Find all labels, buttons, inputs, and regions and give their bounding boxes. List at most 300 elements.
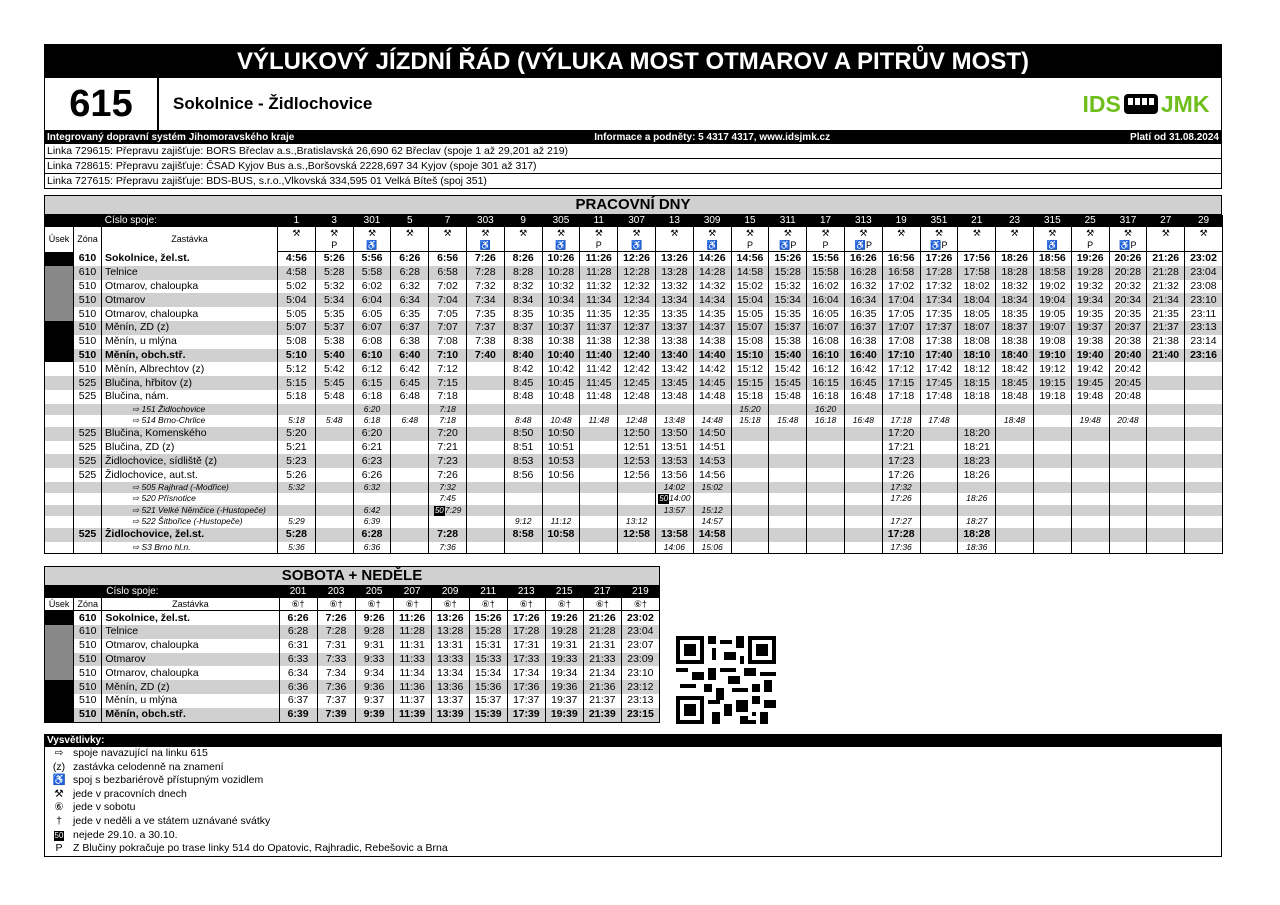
departure-time: [655, 404, 693, 416]
weekday-stop-row: [45, 441, 1223, 455]
stop-name: Sokolnice, žel.st.: [102, 611, 279, 625]
legend-key: (z): [52, 760, 66, 773]
departure-time: 18:48: [996, 390, 1034, 404]
departure-time: [1109, 516, 1147, 528]
usek-marker: [45, 516, 74, 528]
departure-time: 7:34: [466, 293, 504, 307]
departure-time: [958, 505, 996, 517]
departure-time: 5:26: [278, 468, 316, 482]
departure-time: 23:15: [621, 708, 659, 722]
departure-time: [731, 482, 769, 494]
departure-time: 14:42: [693, 362, 731, 376]
departure-time: 17:26: [507, 611, 545, 625]
stop-name: Židlochovice, sídliště (z): [102, 454, 278, 468]
zone: 510: [74, 335, 102, 349]
legend-key: P: [55, 842, 63, 855]
departure-time: 6:32: [353, 482, 391, 494]
usek-marker: [45, 307, 74, 321]
departure-time: 5:28: [315, 266, 353, 280]
departure-time: 14:26: [693, 252, 731, 266]
departure-time: 9:36: [355, 680, 393, 694]
departure-time: 13:31: [431, 639, 469, 653]
trip-symbol: ♿P: [769, 239, 807, 252]
trip-symbol: ♿P: [920, 239, 958, 252]
departure-time: 5:58: [353, 266, 391, 280]
departure-time: 14:56: [693, 468, 731, 482]
departure-time: 6:33: [279, 653, 317, 667]
departure-time: 507:29: [429, 505, 467, 517]
departure-time: 15:26: [769, 252, 807, 266]
trip-symbol: ⑥†: [469, 598, 507, 611]
qr-code[interactable]: [676, 636, 776, 724]
col-zona-label: Zóna: [74, 227, 102, 252]
departure-time: [1147, 493, 1185, 505]
trip-symbol: ⚒: [429, 227, 467, 239]
departure-time: 15:26: [469, 611, 507, 625]
stop-name: Měnín, obch.stř.: [102, 349, 278, 363]
legend-text: zastávka celodenně na znamení: [73, 760, 224, 773]
departure-time: [996, 482, 1034, 494]
zone: 510: [74, 280, 102, 294]
departure-time: [391, 505, 429, 517]
zone: [74, 404, 102, 416]
departure-time: 14:48: [693, 390, 731, 404]
valid-from: Platí od 31.08.2024: [1130, 132, 1219, 143]
departure-time: [278, 505, 316, 517]
departure-time: 6:39: [353, 516, 391, 528]
usek-marker: [45, 454, 74, 468]
stop-name: Otmarov: [102, 293, 278, 307]
header-spacer: [45, 215, 102, 227]
departure-time: 17:12: [882, 362, 920, 376]
departure-time: 5:40: [315, 349, 353, 363]
usek-marker: [45, 611, 74, 625]
departure-time: [1071, 427, 1109, 441]
departure-time: 5:23: [278, 454, 316, 468]
departure-time: 19:39: [545, 708, 583, 722]
departure-time: [466, 493, 504, 505]
departure-time: 5:12: [278, 362, 316, 376]
departure-time: 16:05: [807, 307, 845, 321]
departure-time: 19:31: [545, 639, 583, 653]
departure-time: 17:31: [507, 639, 545, 653]
departure-time: 7:32: [429, 482, 467, 494]
departure-time: 18:58: [1033, 266, 1071, 280]
weekend-header-row: [45, 586, 660, 598]
departure-time: 6:48: [391, 390, 429, 404]
zone: 610: [74, 266, 102, 280]
departure-time: [844, 516, 882, 528]
departure-time: 17:07: [882, 321, 920, 335]
departure-time: [1071, 528, 1109, 542]
departure-time: [1185, 542, 1223, 554]
departure-time: 15:05: [731, 307, 769, 321]
departure-time: 11:34: [393, 666, 431, 680]
info-contact: Informace a podněty: 5 4317 4317, www.idsjmk.cz: [594, 132, 831, 143]
departure-time: 13:37: [655, 321, 693, 335]
departure-time: 19:02: [1033, 280, 1071, 294]
weekday-stop-row: [45, 376, 1223, 390]
departure-time: 7:45: [429, 493, 467, 505]
departure-time: 21:28: [583, 625, 621, 639]
weekday-stop-row: [45, 493, 1223, 505]
departure-time: [1109, 528, 1147, 542]
usek-marker: [45, 427, 74, 441]
departure-time: 12:51: [618, 441, 656, 455]
legend-item: [45, 842, 1221, 856]
departure-time: [278, 493, 316, 505]
departure-time: [429, 516, 467, 528]
departure-time: 16:58: [882, 266, 920, 280]
departure-time: 7:18: [429, 390, 467, 404]
departure-time: 10:42: [542, 362, 580, 376]
departure-time: 20:34: [1109, 293, 1147, 307]
trip-number: 313: [844, 215, 882, 227]
departure-time: 15:02: [693, 482, 731, 494]
usek-marker: [45, 441, 74, 455]
departure-time: 21:34: [1147, 293, 1185, 307]
departure-time: 7:36: [317, 680, 355, 694]
departure-time: 13:56: [655, 468, 693, 482]
departure-time: [655, 516, 693, 528]
trip-symbol: [391, 239, 429, 252]
legend-item: [45, 788, 1221, 802]
departure-time: 10:26: [542, 252, 580, 266]
departure-time: 15:12: [731, 362, 769, 376]
departure-time: [920, 505, 958, 517]
departure-time: 7:23: [429, 454, 467, 468]
trip-symbol: ♿: [542, 239, 580, 252]
departure-time: 10:51: [542, 441, 580, 455]
departure-time: [391, 404, 429, 416]
departure-time: [882, 404, 920, 416]
departure-time: 14:50: [693, 427, 731, 441]
departure-time: 6:10: [353, 349, 391, 363]
departure-time: 6:23: [353, 454, 391, 468]
departure-time: 13:33: [431, 653, 469, 667]
departure-time: 19:28: [1071, 266, 1109, 280]
departure-time: [996, 454, 1034, 468]
legend-text: spoje navazující na linku 615: [73, 747, 208, 759]
departure-time: 7:26: [466, 252, 504, 266]
usek-marker: [45, 280, 74, 294]
departure-time: [1071, 516, 1109, 528]
departure-time: [1185, 493, 1223, 505]
weekday-stop-row: [45, 505, 1223, 517]
departure-time: 19:34: [1071, 293, 1109, 307]
trip-symbol: ♿: [618, 239, 656, 252]
usek-marker: [45, 349, 74, 363]
departure-time: 11:40: [580, 349, 618, 363]
departure-time: 10:50: [542, 427, 580, 441]
usek-marker: [45, 293, 74, 307]
departure-time: 14:53: [693, 454, 731, 468]
departure-time: 23:14: [1185, 335, 1223, 349]
departure-time: 10:32: [542, 280, 580, 294]
departure-time: 17:28: [882, 528, 920, 542]
departure-time: [1033, 427, 1071, 441]
usek-marker: [45, 362, 74, 376]
departure-time: [1109, 493, 1147, 505]
departure-time: 13:28: [655, 266, 693, 280]
departure-time: [1109, 454, 1147, 468]
trip-symbol: ⚒: [996, 227, 1034, 239]
departure-time: 8:51: [504, 441, 542, 455]
departure-time: 19:04: [1033, 293, 1071, 307]
trip-symbol: [996, 239, 1034, 252]
trip-number: 7: [429, 215, 467, 227]
departure-time: 13:38: [655, 335, 693, 349]
departure-time: [1033, 493, 1071, 505]
usek-marker: [45, 252, 74, 266]
weekday-stop-row: [45, 349, 1223, 363]
departure-time: 7:33: [317, 653, 355, 667]
departure-time: [391, 542, 429, 554]
zone: 525: [74, 427, 102, 441]
usek-marker: [45, 680, 74, 694]
departure-time: [1147, 454, 1185, 468]
departure-time: 10:56: [542, 468, 580, 482]
departure-time: 6:26: [279, 611, 317, 625]
departure-time: 17:05: [882, 307, 920, 321]
departure-time: [1033, 441, 1071, 455]
departure-time: 19:05: [1033, 307, 1071, 321]
departure-time: [1033, 404, 1071, 416]
departure-time: [996, 427, 1034, 441]
trip-symbol: ⑥†: [355, 598, 393, 611]
col-stop-label: Zastávka: [102, 598, 279, 611]
departure-time: 8:26: [504, 252, 542, 266]
departure-time: 11:36: [393, 680, 431, 694]
departure-time: [958, 404, 996, 416]
trip-symbol: P: [1071, 239, 1109, 252]
departure-time: 13:34: [431, 666, 469, 680]
departure-time: [1147, 505, 1185, 517]
departure-time: 18:15: [958, 376, 996, 390]
departure-time: 16:56: [882, 252, 920, 266]
departure-time: 5:32: [315, 280, 353, 294]
zone: 525: [74, 390, 102, 404]
trip-number: 29: [1185, 215, 1223, 227]
weekday-stop-row: [45, 321, 1223, 335]
trip-number: 315: [1033, 215, 1071, 227]
departure-time: [466, 362, 504, 376]
departure-time: 11:32: [580, 280, 618, 294]
trip-number: 9: [504, 215, 542, 227]
stop-name: Měnín, ZD (z): [102, 321, 278, 335]
departure-time: [391, 454, 429, 468]
departure-time: [1071, 441, 1109, 455]
legend-item: [45, 774, 1221, 788]
departure-time: 6:20: [353, 404, 391, 416]
departure-time: [844, 454, 882, 468]
departure-time: 17:38: [920, 335, 958, 349]
departure-time: [1147, 516, 1185, 528]
trip-symbol: ⚒: [807, 227, 845, 239]
departure-time: 10:45: [542, 376, 580, 390]
departure-time: [920, 482, 958, 494]
usek-marker: [45, 542, 74, 554]
departure-time: 12:42: [618, 362, 656, 376]
info-left: Integrovaný dopravní systém Jihomoravského kraje: [47, 132, 295, 143]
usek-marker: [45, 468, 74, 482]
trip-number: 351: [920, 215, 958, 227]
departure-time: [807, 441, 845, 455]
departure-time: 18:23: [958, 454, 996, 468]
departure-time: 7:36: [429, 542, 467, 554]
departure-time: 6:26: [391, 252, 429, 266]
departure-time: [542, 542, 580, 554]
departure-time: [466, 468, 504, 482]
trip-symbol: ⑥†: [621, 598, 659, 611]
departure-time: 5:38: [315, 335, 353, 349]
departure-time: [769, 441, 807, 455]
departure-time: 5:08: [278, 335, 316, 349]
departure-time: 16:38: [844, 335, 882, 349]
legend-item: [45, 815, 1221, 829]
usek-marker: [45, 653, 74, 667]
departure-time: [807, 468, 845, 482]
departure-time: 19:36: [545, 680, 583, 694]
trip-symbol: ⑥†: [431, 598, 469, 611]
departure-time: 5:10: [278, 349, 316, 363]
departure-time: 17:26: [920, 252, 958, 266]
departure-time: 5:36: [278, 542, 316, 554]
departure-time: [731, 528, 769, 542]
departure-time: [315, 542, 353, 554]
departure-time: [920, 516, 958, 528]
departure-time: 23:12: [621, 680, 659, 694]
departure-time: 9:34: [355, 666, 393, 680]
trip-symbol: ⚒: [504, 227, 542, 239]
departure-time: 8:35: [504, 307, 542, 321]
departure-time: 14:51: [693, 441, 731, 455]
departure-time: [580, 493, 618, 505]
departure-time: 6:15: [353, 376, 391, 390]
route-name: Sokolnice - Židlochovice: [173, 94, 373, 113]
departure-time: [466, 528, 504, 542]
departure-time: 19:26: [545, 611, 583, 625]
stop-name: ⇨ 151 Židlochovice: [102, 404, 278, 416]
departure-time: 15:40: [769, 349, 807, 363]
departure-time: 23:07: [621, 639, 659, 653]
departure-time: 7:18: [429, 404, 467, 416]
departure-time: 19:37: [1071, 321, 1109, 335]
departure-time: 18:48: [996, 415, 1034, 427]
departure-time: 11:35: [580, 307, 618, 321]
departure-time: 12:37: [618, 321, 656, 335]
departure-time: 13:57: [655, 505, 693, 517]
legend-text: spoj s bezbariérově přístupným vozidlem: [73, 774, 264, 787]
stop-name: Blučina, hřbitov (z): [102, 376, 278, 390]
departure-time: 7:08: [429, 335, 467, 349]
usek-marker: [45, 708, 74, 722]
departure-time: 11:28: [580, 266, 618, 280]
stop-name: ⇨ S3 Brno hl.n.: [102, 542, 278, 554]
departure-time: 14:38: [693, 335, 731, 349]
legend-key: ♿: [52, 774, 66, 787]
departure-time: [844, 528, 882, 542]
departure-time: 14:56: [731, 252, 769, 266]
departure-time: [996, 505, 1034, 517]
departure-time: 12:28: [618, 266, 656, 280]
departure-time: 6:32: [391, 280, 429, 294]
trip-symbol: ♿P: [844, 239, 882, 252]
departure-time: 7:40: [466, 349, 504, 363]
departure-time: 19:34: [545, 666, 583, 680]
legend-key: [45, 829, 73, 843]
departure-time: [580, 482, 618, 494]
weekday-stop-row: [45, 252, 1223, 266]
departure-time: 17:56: [958, 252, 996, 266]
departure-time: 18:08: [958, 335, 996, 349]
departure-time: [466, 441, 504, 455]
departure-time: 10:35: [542, 307, 580, 321]
departure-time: 13:53: [655, 454, 693, 468]
departure-time: 23:04: [1185, 266, 1223, 280]
legend-item: [45, 829, 1221, 843]
trip-number: 19: [882, 215, 920, 227]
departure-time: 19:32: [1071, 280, 1109, 294]
departure-time: 13:12: [618, 516, 656, 528]
trip-symbol: ⚒: [580, 227, 618, 239]
usek-marker: [45, 625, 74, 639]
usek-marker: [45, 666, 74, 680]
departure-time: [618, 542, 656, 554]
departure-time: [1071, 454, 1109, 468]
departure-time: 7:34: [317, 666, 355, 680]
departure-time: 18:10: [958, 349, 996, 363]
departure-time: 12:35: [618, 307, 656, 321]
departure-time: 13:40: [655, 349, 693, 363]
departure-time: 11:48: [580, 415, 618, 427]
departure-time: 20:42: [1109, 362, 1147, 376]
departure-time: 16:40: [844, 349, 882, 363]
departure-time: 16:15: [807, 376, 845, 390]
departure-time: [580, 505, 618, 517]
departure-time: 8:53: [504, 454, 542, 468]
departure-time: 13:26: [431, 611, 469, 625]
departure-time: 18:42: [996, 362, 1034, 376]
departure-time: 6:58: [429, 266, 467, 280]
departure-time: 13:45: [655, 376, 693, 390]
departure-time: [1033, 505, 1071, 517]
trip-number: 205: [355, 586, 393, 598]
departure-time: 4:58: [278, 266, 316, 280]
departure-time: 17:23: [882, 454, 920, 468]
stop-name: Blučina, ZD (z): [102, 441, 278, 455]
departure-time: [731, 505, 769, 517]
departure-time: 19:28: [545, 625, 583, 639]
departure-time: 19:37: [545, 694, 583, 708]
stop-name: Blučina, Komenského: [102, 427, 278, 441]
departure-time: [844, 482, 882, 494]
departure-time: 15:39: [469, 708, 507, 722]
departure-time: [618, 404, 656, 416]
departure-time: [1109, 505, 1147, 517]
weekday-stop-row: [45, 293, 1223, 307]
trip-symbol: ⚒: [278, 227, 316, 239]
departure-time: 12:53: [618, 454, 656, 468]
weekday-stop-row: [45, 307, 1223, 321]
trip-number: 203: [317, 586, 355, 598]
departure-time: 14:06: [655, 542, 693, 554]
legend-key: †: [56, 814, 62, 827]
departure-time: 11:33: [393, 653, 431, 667]
departure-time: 11:48: [580, 390, 618, 404]
departure-time: [1109, 468, 1147, 482]
legend-key: ⚒: [54, 787, 64, 800]
